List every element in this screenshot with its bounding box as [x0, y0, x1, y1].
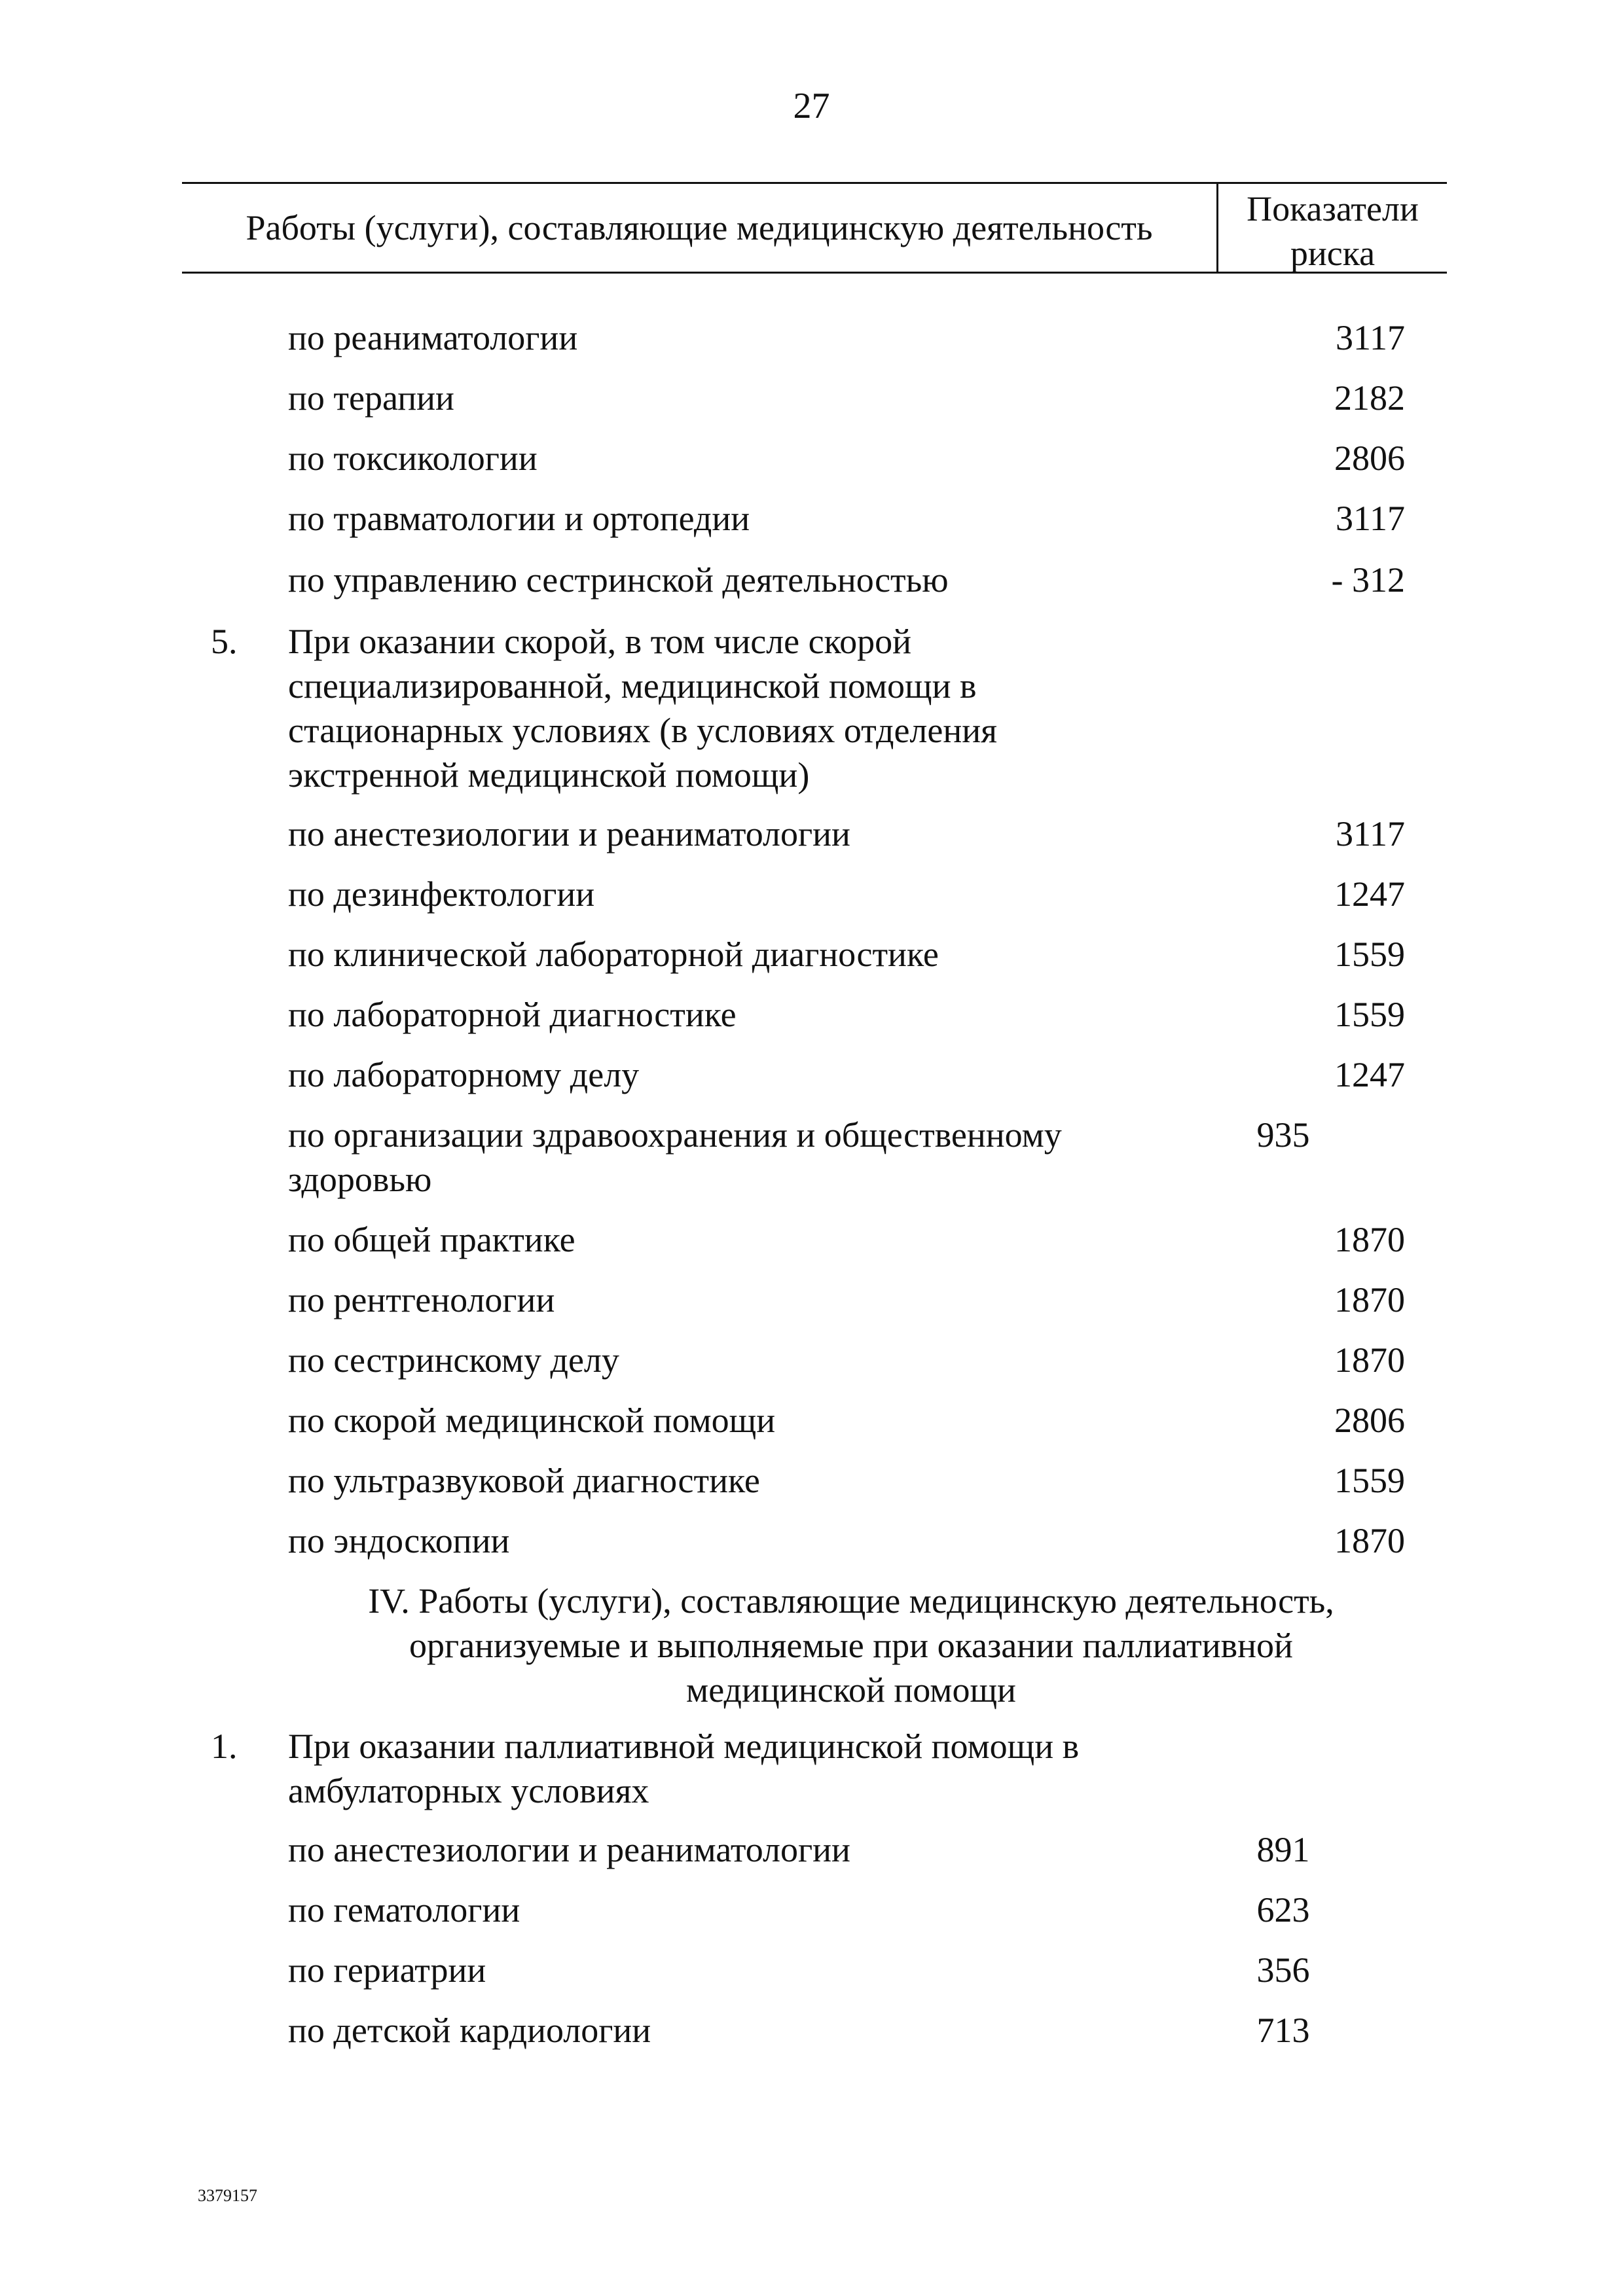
- row-value: 3117: [1336, 318, 1405, 357]
- row-value: 1247: [1334, 874, 1405, 914]
- table-row: [288, 1827, 1447, 1872]
- group-heading-line: специализированной, медицинской помощи в: [288, 666, 977, 706]
- row-value: 2806: [1334, 1401, 1405, 1440]
- row-value: 1870: [1334, 1521, 1405, 1560]
- table-row: [288, 812, 1447, 856]
- group-heading-line: экстренной медицинской помощи): [288, 755, 810, 795]
- row-value: 1559: [1334, 935, 1405, 974]
- row-label: по лабораторной диагностике: [288, 995, 737, 1034]
- row-value: 2182: [1334, 378, 1405, 418]
- row-label: по анестезиологии и реаниматологии: [288, 1830, 850, 1869]
- table-row: [288, 1052, 1447, 1097]
- table-row: [288, 558, 1447, 602]
- row-value: - 312: [1331, 560, 1405, 600]
- table-row: [288, 872, 1447, 916]
- table-row: [288, 992, 1447, 1037]
- row-value: 1559: [1334, 995, 1405, 1034]
- row-value: 3117: [1336, 814, 1405, 853]
- row-label: по рентгенологии: [288, 1280, 555, 1319]
- document-code: 3379157: [198, 2186, 257, 2205]
- group-heading: [288, 619, 1447, 797]
- table-row: [288, 932, 1447, 977]
- row-label: по терапии: [288, 378, 454, 418]
- row-value: 3117: [1336, 499, 1405, 538]
- table-row: [288, 1278, 1447, 1322]
- header-works-column: Работы (услуги), составляющие медицинскую деятельность: [182, 184, 1218, 272]
- table-row: [288, 436, 1447, 480]
- group-number: 1.: [211, 1727, 238, 1766]
- row-label: по гериатрии: [288, 1950, 486, 1990]
- row-label: по реаниматологии: [288, 318, 578, 357]
- section-title-line: медицинской помощи: [686, 1670, 1016, 1710]
- row-label-line1: по организации здравоохранения и общественному: [288, 1115, 1062, 1155]
- table-row: [288, 1217, 1447, 1262]
- row-value: 1870: [1334, 1340, 1405, 1380]
- group-heading-line: При оказании паллиативной медицинской помощи в: [288, 1727, 1080, 1766]
- group-heading-line: стационарных условиях (в условиях отделения: [288, 711, 997, 750]
- row-label: по ультразвуковой диагностике: [288, 1461, 760, 1500]
- header-risk-line1: Показатели: [1247, 189, 1419, 228]
- row-value: 623: [1256, 1890, 1310, 1929]
- table-row: [288, 1518, 1447, 1563]
- row-label: по детской кардиологии: [288, 2011, 651, 2050]
- row-label: по гематологии: [288, 1890, 520, 1929]
- row-label: по дезинфектологии: [288, 874, 595, 914]
- row-label: по травматологии и ортопедии: [288, 499, 750, 538]
- table-row: [288, 1948, 1447, 1992]
- table-row: [288, 2008, 1447, 2053]
- table-row: [288, 1888, 1447, 1932]
- row-label: по клинической лабораторной диагностике: [288, 935, 939, 974]
- row-label: по сестринскому делу: [288, 1340, 619, 1380]
- table-row: [288, 1113, 1447, 1202]
- row-label: по скорой медицинской помощи: [288, 1401, 776, 1440]
- group-heading: [288, 1724, 1447, 1813]
- group-heading-line: При оказании скорой, в том числе скорой: [288, 622, 911, 661]
- row-label: по лабораторному делу: [288, 1055, 640, 1094]
- table-row: [288, 1338, 1447, 1382]
- row-label: по общей практике: [288, 1220, 575, 1259]
- row-value: 713: [1256, 2011, 1310, 2050]
- section-title-line: организуемые и выполняемые при оказании паллиативной: [409, 1626, 1293, 1665]
- table-header: [182, 182, 1447, 274]
- row-value: 891: [1256, 1830, 1310, 1869]
- row-value: 935: [1256, 1115, 1310, 1155]
- row-label: по эндоскопии: [288, 1521, 510, 1560]
- row-label: по анестезиологии и реаниматологии: [288, 814, 850, 853]
- header-risk-line2: риска: [1290, 234, 1376, 273]
- group-number: 5.: [211, 622, 238, 661]
- table-row: [288, 376, 1447, 420]
- row-value: 2806: [1334, 439, 1405, 478]
- row-label: по управлению сестринской деятельностью: [288, 560, 949, 600]
- row-value: 1870: [1334, 1280, 1405, 1319]
- table-row: [288, 496, 1447, 541]
- row-value: 1247: [1334, 1055, 1405, 1094]
- section-title-line: IV. Работы (услуги), составляющие медицинскую деятельность,: [368, 1581, 1334, 1621]
- row-value: 356: [1256, 1950, 1310, 1990]
- page-number: 27: [793, 86, 830, 126]
- row-label-line2: здоровью: [288, 1160, 432, 1199]
- table-row: [288, 1458, 1447, 1503]
- row-label: по токсикологии: [288, 439, 538, 478]
- row-value: 1870: [1334, 1220, 1405, 1259]
- group-heading-line: амбулаторных условиях: [288, 1771, 649, 1810]
- header-risk-column: [1218, 187, 1447, 276]
- row-value: 1559: [1334, 1461, 1405, 1500]
- table-row: [288, 315, 1447, 360]
- table-row: [288, 1398, 1447, 1443]
- section-title: [288, 1579, 1414, 1712]
